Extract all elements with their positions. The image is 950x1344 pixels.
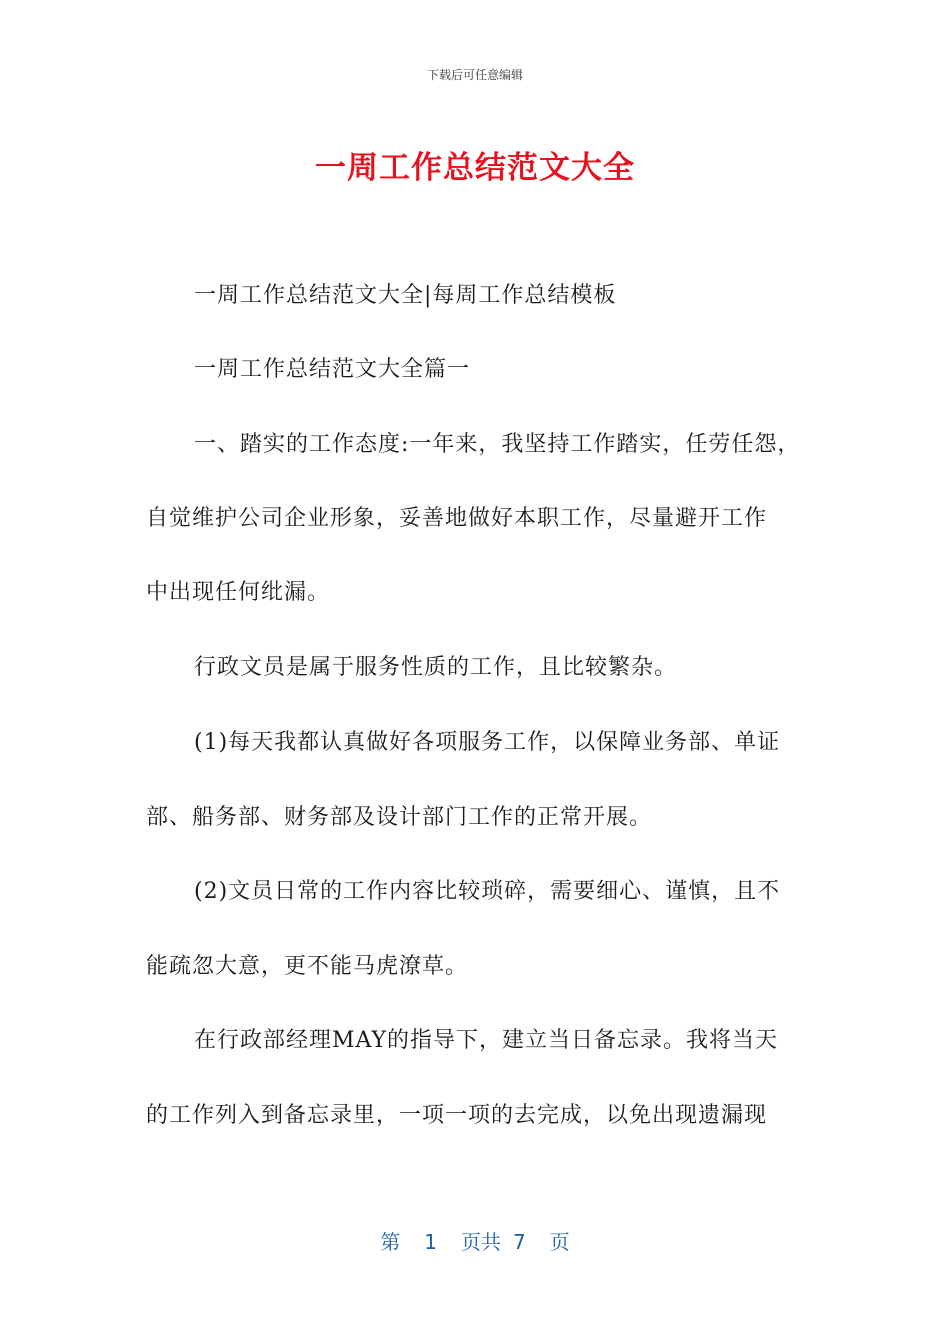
paragraph-line: 一周工作总结范文大全篇一 [194,357,471,382]
paragraph-line: 一、踏实的工作态度:一年来，我坚持工作踏实，任劳任怨， [194,432,801,457]
paragraph-line: 能疏忽大意，更不能马虎潦草。 [146,954,469,979]
footer-mid: 页共 [461,1230,501,1254]
paragraph-line: 部、船务部、财务部及设计部门工作的正常开展。 [146,805,653,830]
document-title: 一周工作总结范文大全 [315,150,635,186]
paragraph-line: 在行政部经理MAY的指导下，建立当日备忘录。我将当天 [194,1028,779,1053]
paragraph-line: 行政文员是属于服务性质的工作，且比较繁杂。 [194,655,678,680]
footer-total-pages: 7 [513,1230,526,1254]
page-footer [0,1226,950,1255]
footer-page-number: 1 [424,1230,437,1254]
paragraph-line: 的工作列入到备忘录里，一项一项的去完成，以免出现遗漏现 [146,1103,768,1128]
paragraph-line: (2)文员日常的工作内容比较琐碎，需要细心、谨慎，且不 [194,879,781,904]
paragraph-line: 自觉维护公司企业形象，妥善地做好本职工作，尽量避开工作 [146,506,768,531]
paragraph-line: 中出现任何纰漏。 [146,580,331,605]
paragraph-line: (1)每天我都认真做好各项服务工作，以保障业务部、单证 [194,730,781,755]
header-note: 下载后可任意编辑 [426,68,523,82]
footer-suffix: 页 [549,1230,570,1254]
footer-prefix: 第 [380,1230,401,1254]
paragraph-line: 一周工作总结范文大全|每周工作总结模板 [194,283,617,308]
